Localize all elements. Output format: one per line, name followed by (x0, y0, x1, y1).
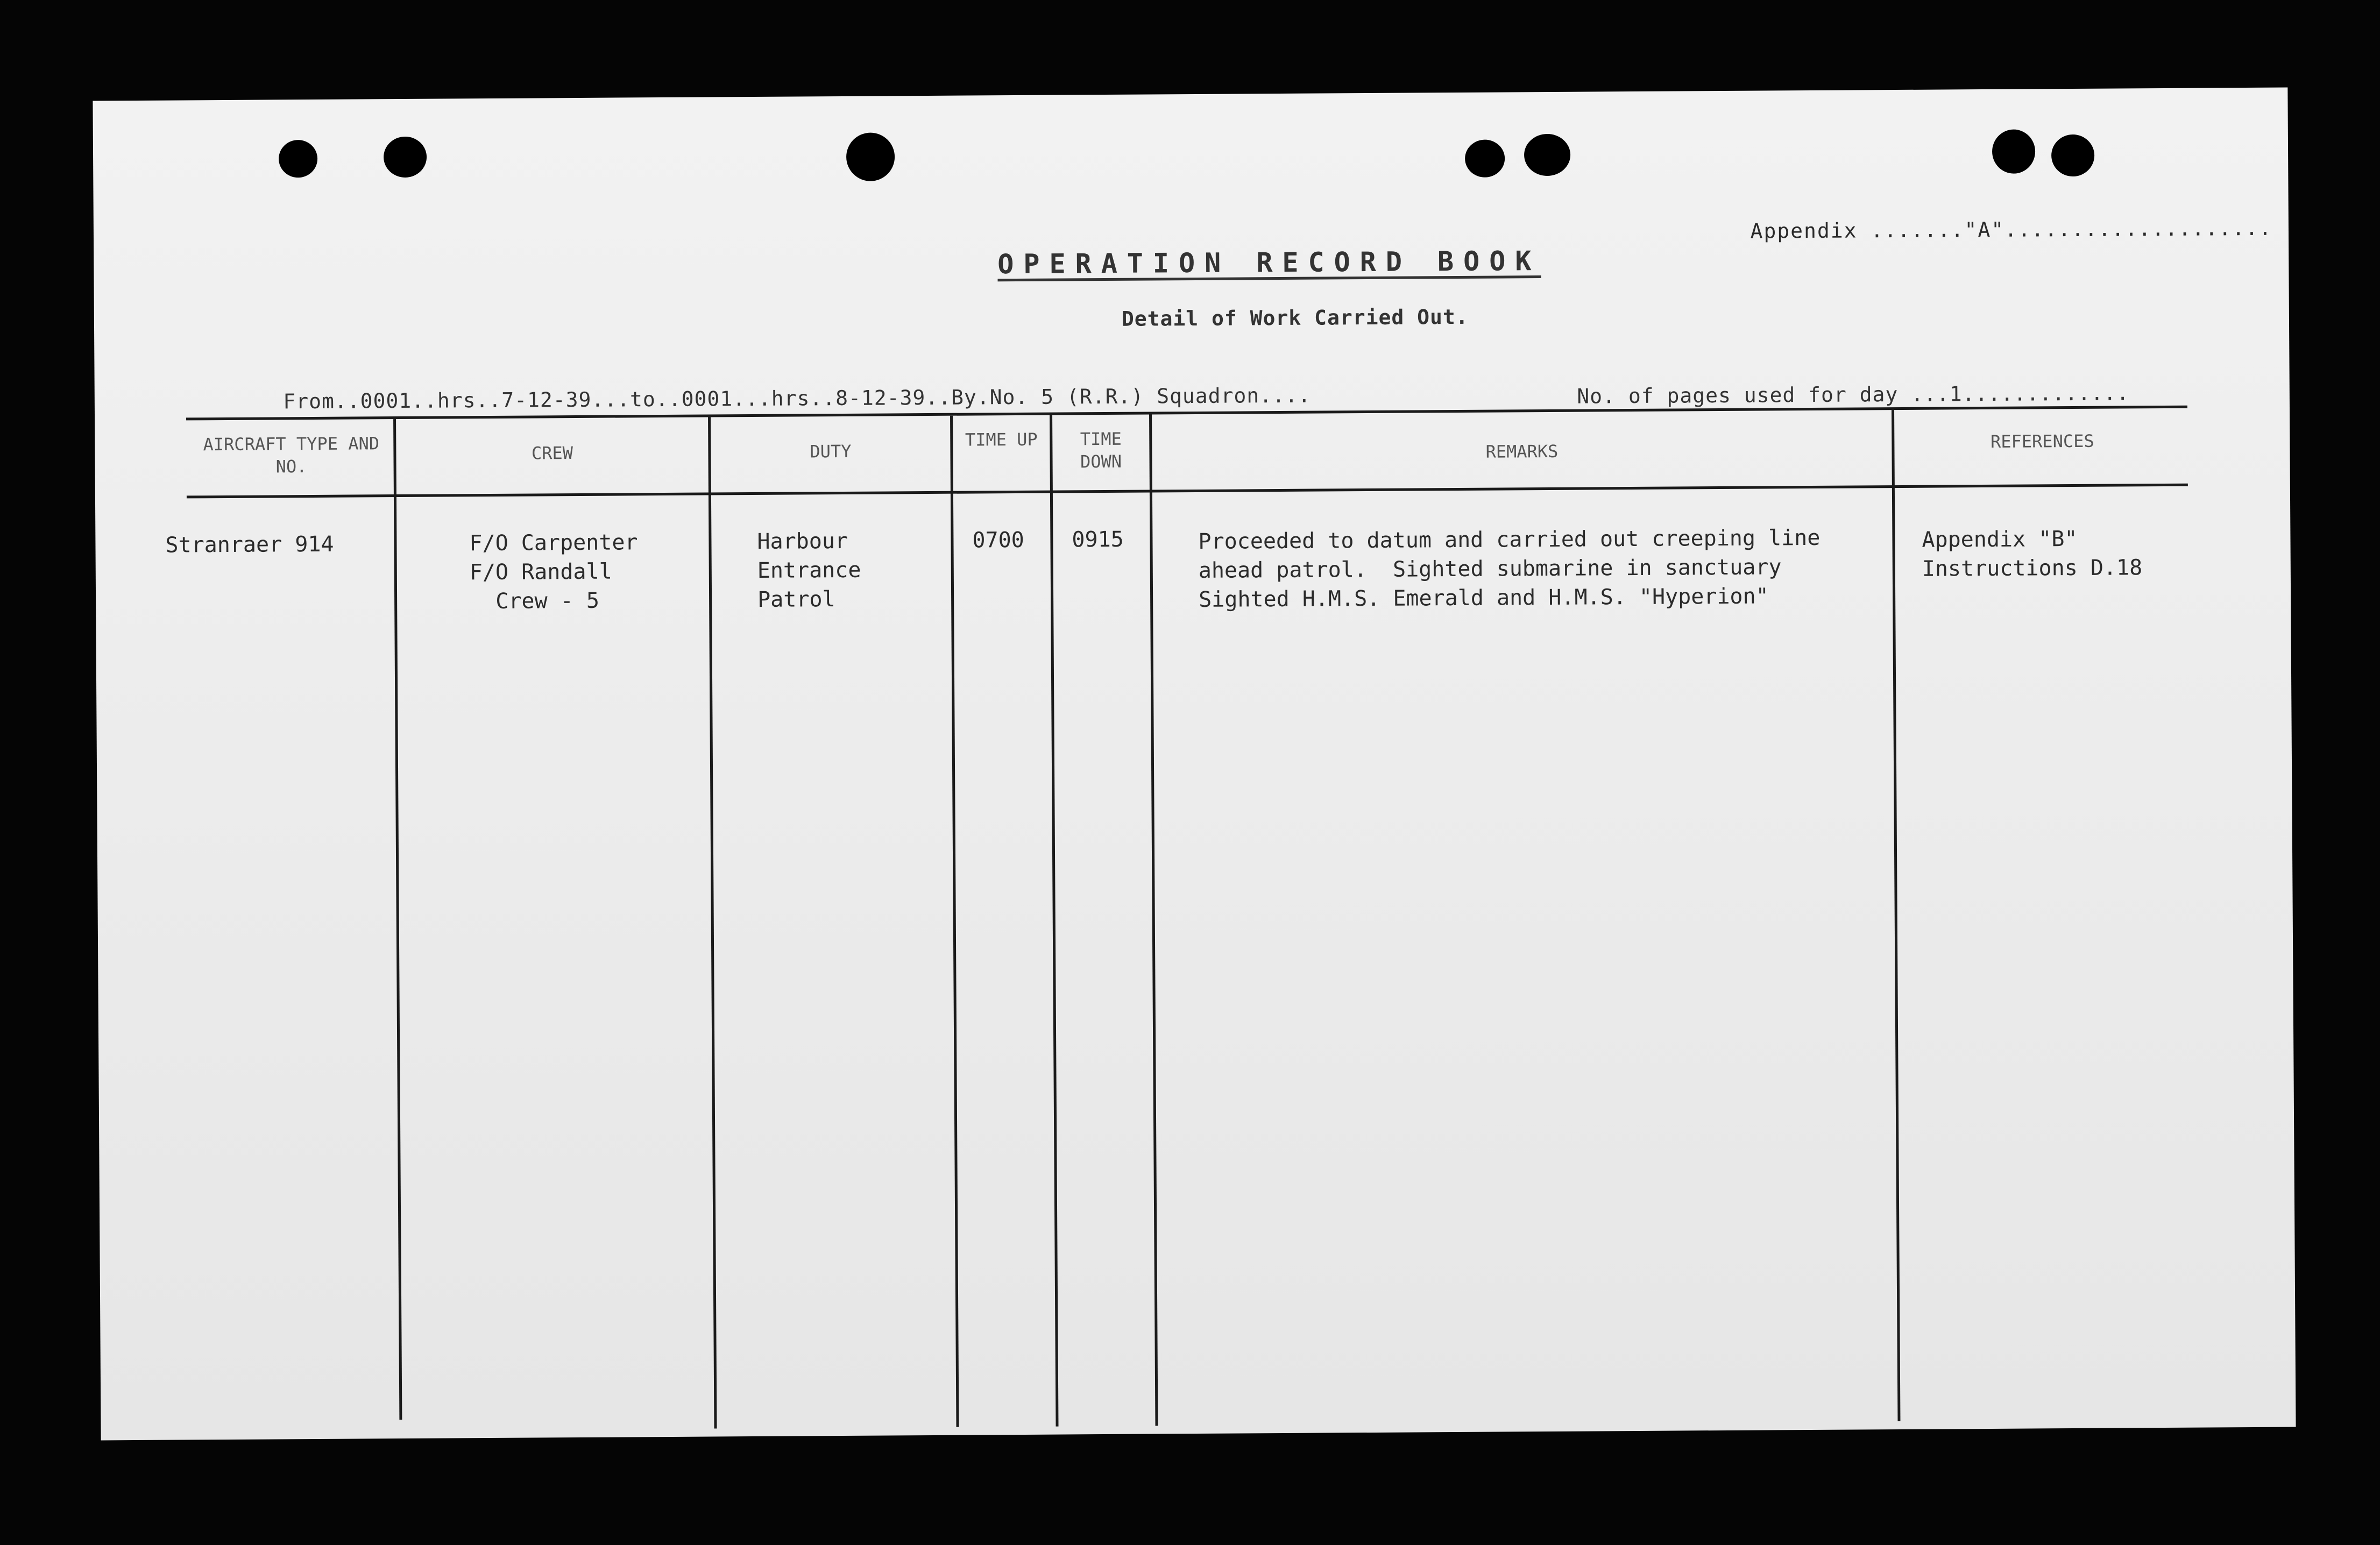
pages-value: 1 (1949, 382, 1963, 406)
by-label: ..By. (925, 385, 990, 410)
from-label: From.. (283, 389, 360, 414)
from-date: 7-12-39 (501, 387, 592, 412)
cell-remarks: Proceeded to datum and carried out creeping line ahead patrol. Sighted submarine in sanctuary Sighted H.M.S. Emerald and H.M.S. "Hyperion" (1198, 525, 1821, 612)
cell-crew: F/O Carpenter F/O Randall Crew - 5 (469, 530, 638, 614)
column-header-aircraft: AIRCRAFT TYPE AND NO. (203, 433, 380, 477)
pages-trail: ............. (1962, 381, 2130, 406)
page-title: OPERATION RECORD BOOK (997, 245, 1541, 280)
record-sheet (93, 88, 2296, 1441)
to-time: 0001 (681, 387, 733, 411)
punch-hole (279, 140, 317, 178)
column-header-crew: CREW (531, 443, 573, 464)
punch-hole (1992, 129, 2035, 173)
hrs-label: ..hrs.. (412, 388, 502, 413)
column-divider (1149, 414, 1158, 1426)
to-label: ...to.. (591, 387, 682, 412)
cell-time-up: 0700 (972, 527, 1024, 553)
appendix-trail: .................... (2004, 216, 2272, 242)
appendix-value: "A" (1964, 217, 2005, 242)
punch-hole (1524, 134, 1570, 176)
column-header-remarks: REMARKS (1485, 441, 1559, 462)
column-divider (708, 417, 717, 1428)
column-divider (393, 419, 402, 1420)
column-divider (950, 416, 959, 1427)
column-header-time-up: TIME UP (965, 429, 1038, 450)
from-time: 0001 (360, 388, 412, 413)
squadron-name: No. 5 (R.R.) Squadron.... (989, 383, 1311, 409)
punch-hole (2051, 134, 2094, 176)
appendix-dots: ....... (1871, 218, 1965, 243)
appendix-line (1697, 193, 2273, 267)
cell-duty: Harbour Entrance Patrol (757, 528, 861, 612)
punch-hole (846, 132, 895, 181)
column-header-time-down: TIME DOWN (1080, 428, 1122, 472)
column-divider (1892, 410, 1900, 1421)
cell-aircraft: Stranraer 914 (165, 531, 334, 558)
to-date: 8-12-39 (835, 386, 926, 410)
page-subtitle: Detail of Work Carried Out. (1121, 304, 1469, 331)
header-bottom-rule (187, 484, 2188, 499)
appendix-label: Appendix (1750, 218, 1858, 243)
punch-hole (1465, 139, 1505, 177)
cell-time-down: 0915 (1072, 527, 1124, 552)
column-divider (1050, 415, 1058, 1427)
column-header-duty: DUTY (810, 441, 852, 462)
column-header-references: REFERENCES (1990, 430, 2094, 452)
punch-hole (384, 137, 427, 178)
hrs-label: ...hrs.. (733, 386, 836, 411)
cell-references: Appendix "B" Instructions D.18 (1922, 526, 2143, 582)
pages-label: No. of pages used for day ... (1577, 382, 1950, 408)
pages-line (1525, 357, 2129, 432)
